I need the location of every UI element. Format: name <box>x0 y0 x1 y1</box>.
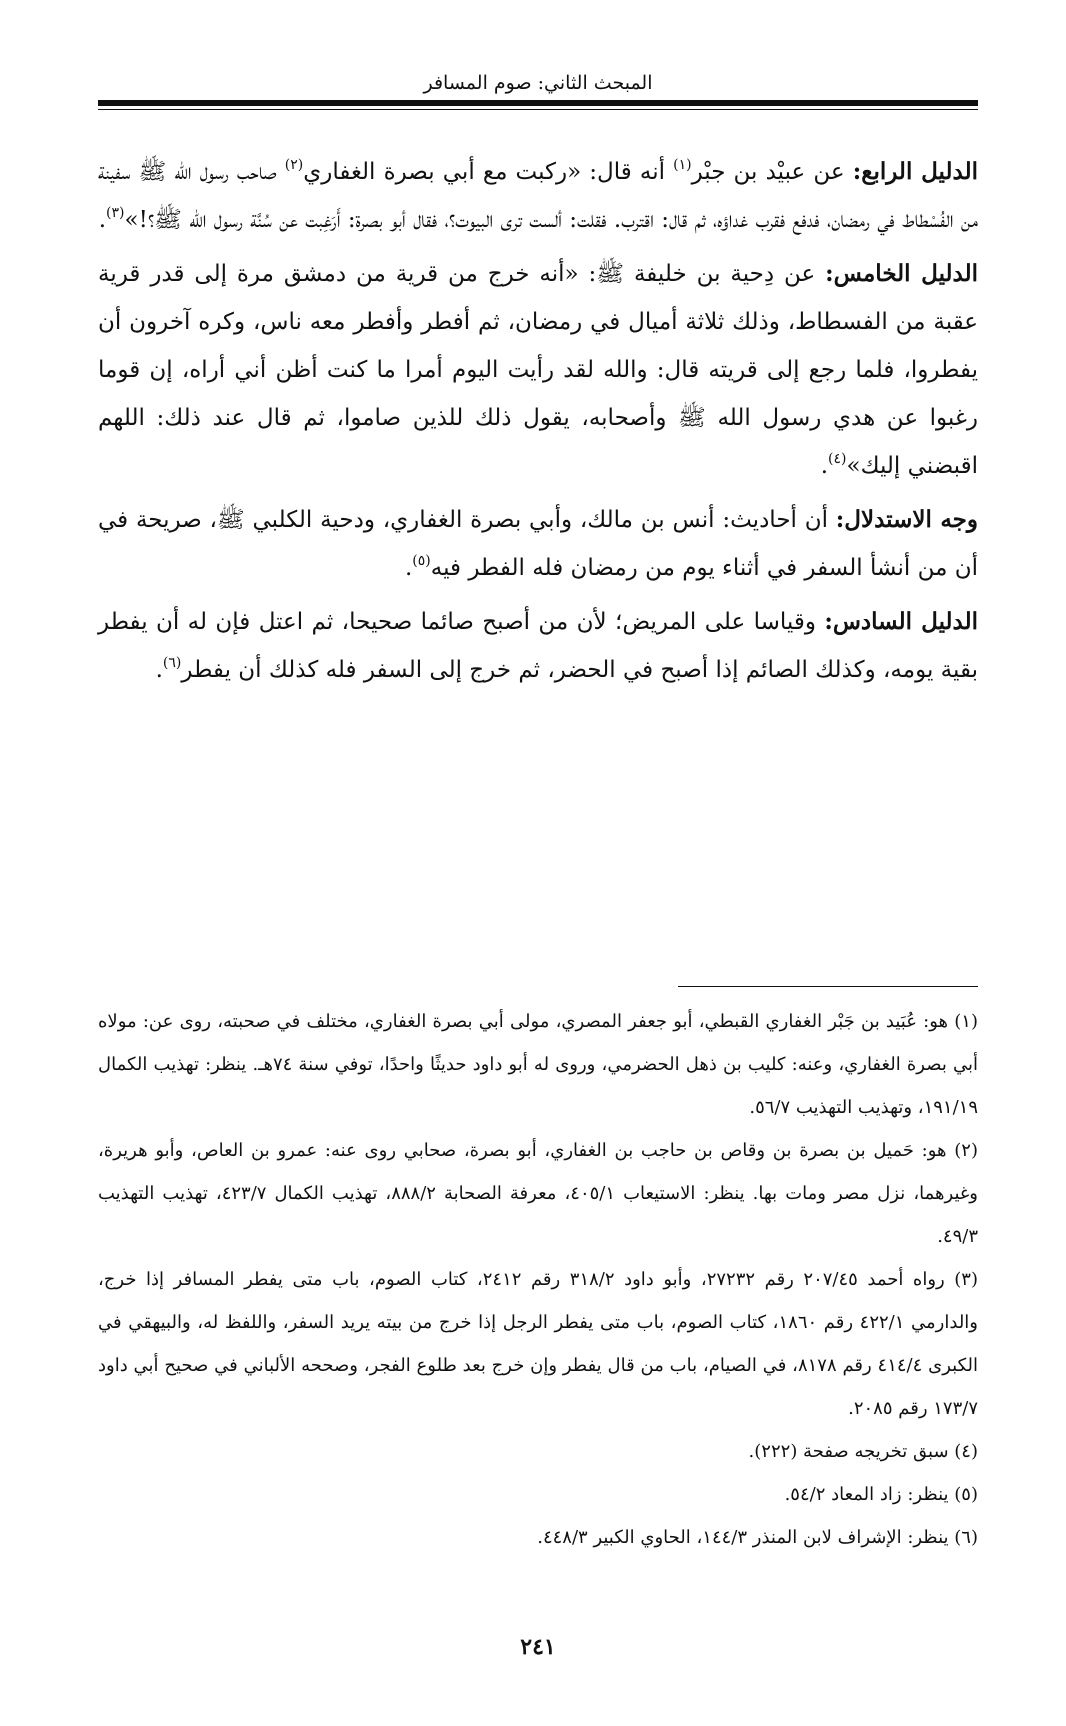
paragraph <box>98 598 978 694</box>
footnote-text: ينظر: زاد المعاد ٥٤/٢. <box>784 1484 949 1505</box>
footnote-ref: (٣) <box>106 205 125 221</box>
paragraph-text: . <box>155 657 163 683</box>
paragraph-text: عن دِحية بن خليفة ﷺ: «أنه خرج من قرية من دمشق مرة إلى قدر قرية عقبة من الفسطاط، وذلك ثلاثة أميال في رمضان، ثم أفطر وأفطر معه ناس، وكره آخرون أن يفطروا، فلما رجع إلى قريته قال: والله لقد رأيت اليوم أمرا ما كنت أظن أني أراه، إن قوما رغبوا عن هدي رسول الله ﷺ وأصحابه، يقول ذلك للذين صاموا، ثم قال عند ذلك: اللهم اقبضني إليك» <box>98 261 978 479</box>
paragraph-text: . <box>98 207 107 233</box>
page-number: ٢٤١ <box>520 1634 556 1660</box>
footnote-number: (٦) <box>954 1527 978 1548</box>
footnote <box>98 1258 978 1430</box>
footnote-text: هو: عُبَيد بن جَبْر الغفاري القبطي، أبو جعفر المصري، مولى أبي بصرة الغفاري، مختلف في صحبته، روى عن: مولاه أبي بصرة الغفاري، وعنه: كليب بن ذهل الحضرمي، وروى له أبو داود حديثًا واحدًا، توفي سنة ٧٤هـ. ينظر: تهذيب الكمال ١٩١/١٩، وتهذيب التهذيب ٥٦/٧. <box>98 1011 978 1118</box>
footnote <box>98 1516 978 1559</box>
footnote <box>98 1430 978 1473</box>
paragraph-label: الدليل الرابع: <box>852 158 978 185</box>
footnote-text: هو: حَميل بن بصرة بن وقاص بن حاجب بن الغفاري، أبو بصرة، صحابي روى عنه: عمرو بن العاص، وأبو هريرة، وغيرهما، نزل مصر ومات بها. ينظر: الاستيعاب ٤٠٥/١، معرفة الصحابة ٨٨٨/٢، تهذيب الكمال ٤٢٣/٧، تهذيب التهذيب ٤٩/٣. <box>98 1140 978 1247</box>
paragraph-text: . <box>404 555 413 581</box>
footnote-number: (٥) <box>954 1484 978 1505</box>
paragraph-label: الدليل السادس: <box>824 608 979 635</box>
footnote-number: (١) <box>954 1011 978 1032</box>
paragraph-text: أنه قال: «ركبت مع أبي بصرة الغفاري <box>303 159 674 185</box>
footnote-text: سبق تخريجه صفحة (٢٢٢). <box>748 1441 949 1462</box>
paragraph-label: وجه الاستدلال: <box>835 506 979 533</box>
footnote-text: رواه أحمد ٢٠٧/٤٥ رقم ٢٧٢٣٢، وأبو داود ٣١٨/٢ رقم ٢٤١٢، كتاب الصوم، باب متى يفطر المسافر إذا خرج، والدارمي ٤٢٢/١ رقم ١٨٦٠، كتاب الصوم، باب متى يفطر الرجل إذا خرج من بيته يريد السفر، واللفظ له، والبيهقي في الكبرى ٤١٤/٤ رقم ٨١٧٨، في الصيام، باب من قال يفطر وإن خرج بعد طلوع الفجر، وصححه الألباني في صحيح أبي داود ١٧٣/٧ رقم ٢٠٨٥. <box>98 1269 978 1419</box>
paragraph-text: أن أحاديث: أنس بن مالك، وأبي بصرة الغفاري، ودحية الكلبي ﷺ، صريحة في أن من أنشأ السفر في أثناء يوم من رمضان فله الفطر فيه <box>98 507 978 581</box>
footnotes <box>98 1000 978 1559</box>
footnote-text: ينظر: الإشراف لابن المنذر ١٤٤/٣، الحاوي الكبير ٤٤٨/٣. <box>537 1527 949 1548</box>
paragraph <box>98 250 978 490</box>
footnote-ref: (٥) <box>412 553 431 569</box>
footnote-ref: (٦) <box>162 655 182 671</box>
header-rule-thick <box>98 100 978 106</box>
paragraph-text: عن عبيْد بن جبْر <box>691 159 853 185</box>
paragraph-text: . <box>820 453 829 479</box>
paragraph-label: الدليل الخامس: <box>825 260 978 287</box>
header-rule-thin <box>98 109 978 110</box>
footnote <box>98 1129 978 1258</box>
footnote <box>98 1000 978 1129</box>
footnote <box>98 1473 978 1516</box>
footnote-number: (٢) <box>954 1140 978 1161</box>
footnote-separator <box>678 986 978 987</box>
paragraph <box>98 496 978 592</box>
footnote-ref: (٤) <box>828 451 847 467</box>
paragraph <box>98 148 978 244</box>
footnote-ref: (٢) <box>284 157 304 173</box>
paragraph-text: وقياسا على المريض؛ لأن من أصبح صائما صحيحا، ثم اعتل فإن له أن يفطر بقية يومه، وكذلك الصائم إذا أصبح في الحضر، ثم خرج إلى السفر فله كذلك أن يفطر <box>98 609 978 683</box>
main-text <box>98 148 978 700</box>
footnote-number: (٣) <box>954 1269 978 1290</box>
footnote-number: (٤) <box>954 1441 978 1462</box>
footnote-ref: (١) <box>673 157 692 173</box>
paragraph-text: صاحب رسول الله ﷺ سفينة من الفُسْطاط في رمضان، فدفع فقرب غداؤه، ثم قال: اقترب. فقلت: ألست ترى البيوت؟، فقال أبو بصرة: أَرَغِبت عن سُنَّة رسول الله ﷺ؟!» <box>98 159 978 233</box>
running-header: المبحث الثاني: صوم المسافر <box>423 72 653 94</box>
